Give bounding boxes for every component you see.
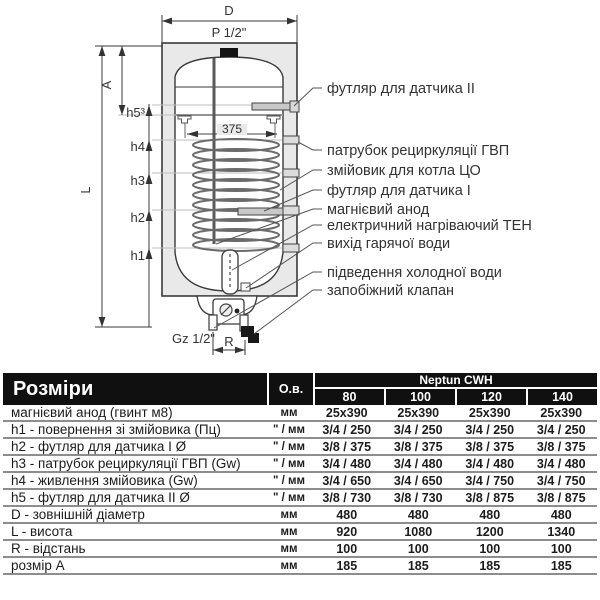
table-row [3, 507, 597, 524]
row-name: D - зовнішній діаметр [11, 507, 145, 522]
callout-anode-label: магнієвий анод [327, 202, 430, 218]
row-value: 100 [479, 541, 501, 556]
row-value: 1340 [547, 524, 576, 539]
row-value: 3/8 / 375 [322, 439, 372, 454]
dim-a-label: A [99, 80, 114, 90]
row-value: 480 [479, 507, 501, 522]
row-name: h4 - живлення змійовика (Gw) [11, 473, 198, 488]
table-row [3, 490, 597, 507]
row-unit: " / мм [272, 474, 306, 487]
table-row [3, 456, 597, 473]
dim-r-label: R [224, 334, 234, 349]
header-size-100: 100 [386, 389, 455, 405]
row-name: h2 - футляр для датчика I Ø [11, 439, 187, 454]
header-dimensions: Розміри [3, 373, 267, 405]
row-name: h1 - повернення зі змійовика (Пц) [11, 422, 221, 437]
row-value: 3/4 / 250 [465, 422, 515, 437]
dim-h3-label: h3 [130, 173, 145, 188]
row-value: 3/4 / 750 [536, 473, 586, 488]
row-value: 3/8 / 730 [322, 490, 372, 505]
row-value: 25x390 [540, 405, 583, 420]
row-value: 3/4 / 650 [393, 473, 443, 488]
callout-hot-water-label: вихід гарячої води [327, 236, 451, 252]
header-series-group [315, 373, 597, 405]
row-unit: мм [280, 508, 298, 521]
row-value: 3/8 / 730 [393, 490, 443, 505]
callout-sensor-sleeve-1-label: футляр для датчика I [327, 183, 471, 199]
header-size-80: 80 [315, 389, 384, 405]
dim-gz-label: Gz 1/2" [172, 331, 215, 346]
row-value: 185 [336, 558, 358, 573]
spec-table-header [3, 373, 597, 405]
callout-coil-label: змійовик для котла ЦО [327, 163, 481, 179]
row-name: магнієвий анод (гвинт м8) [11, 405, 173, 420]
table-row [3, 473, 597, 490]
header-size-120: 120 [457, 389, 526, 405]
row-unit: мм [280, 406, 298, 419]
row-value: 3/8 / 875 [536, 490, 586, 505]
row-unit: " / мм [272, 440, 306, 453]
row-name: h5 - футляр для датчика II Ø [11, 490, 190, 505]
row-value: 480 [407, 507, 429, 522]
callout-heater-label: електричний нагріваючий ТЕН [327, 218, 532, 234]
dim-l-label: L [78, 186, 93, 194]
table-row [3, 541, 597, 558]
header-sizes-row [315, 389, 597, 405]
callout-labels [327, 81, 532, 299]
row-value: 3/8 / 875 [465, 490, 515, 505]
row-value: 1080 [404, 524, 433, 539]
span-dim-label: 375 [221, 122, 243, 136]
row-value: 480 [336, 507, 358, 522]
row-value: 3/4 / 750 [465, 473, 515, 488]
row-value: 3/4 / 480 [322, 456, 372, 471]
header-series-name: Neptun CWH [315, 373, 597, 387]
table-row [3, 558, 597, 575]
cold-water-pipe [209, 315, 217, 330]
table-row [3, 405, 597, 422]
header-unit: О.в. [269, 373, 313, 405]
dim-h1-label: h1 [130, 248, 145, 263]
spec-table [3, 373, 597, 575]
table-row [3, 524, 597, 541]
callout-cold-water-label: підведення холодної води [327, 265, 502, 281]
row-value: 25x390 [397, 405, 440, 420]
row-value: 3/4 / 650 [322, 473, 372, 488]
row-value: 1200 [475, 524, 504, 539]
row-name: h3 - патрубок рециркуляції ГВП (Gw) [11, 456, 241, 471]
row-value: 3/4 / 250 [322, 422, 372, 437]
row-value: 3/4 / 250 [536, 422, 586, 437]
row-value: 3/8 / 375 [393, 439, 443, 454]
row-value: 100 [550, 541, 572, 556]
dim-h2-label: h2 [130, 210, 145, 225]
row-value: 185 [479, 558, 501, 573]
sensor-sleeve-2 [252, 101, 299, 112]
row-value: 3/4 / 480 [465, 456, 515, 471]
row-name: R - відстань [11, 541, 86, 556]
row-value: 100 [336, 541, 358, 556]
row-value: 3/4 / 250 [393, 422, 443, 437]
row-unit: мм [280, 559, 298, 572]
dim-h4-label: h4 [130, 139, 145, 154]
callout-recirculation-label: патрубок рециркуляції ГВП [327, 143, 510, 159]
row-value: 185 [407, 558, 429, 573]
row-name: L - висота [11, 524, 73, 539]
callout-sensor-sleeve-2-label: футляр для датчика II [327, 81, 475, 97]
row-unit: " / мм [272, 423, 306, 436]
row-value: 25x390 [325, 405, 368, 420]
row-value: 920 [336, 524, 358, 539]
row-value: 25x390 [468, 405, 511, 420]
row-value: 3/8 / 375 [536, 439, 586, 454]
row-value: 100 [407, 541, 429, 556]
header-size-140: 140 [528, 389, 597, 405]
row-value: 3/4 / 480 [393, 456, 443, 471]
row-value: 185 [550, 558, 572, 573]
dim-h5-label: h5³ [126, 105, 145, 120]
row-value: 3/8 / 375 [465, 439, 515, 454]
callout-safety-valve-label: запобіжний клапан [327, 283, 455, 299]
row-name: розмір A [11, 558, 65, 573]
row-unit: мм [280, 525, 298, 538]
table-row [3, 422, 597, 439]
row-value: 480 [550, 507, 572, 522]
dim-p-label: P 1/2" [211, 25, 247, 40]
row-unit: " / мм [272, 457, 306, 470]
row-unit: " / мм [272, 491, 306, 504]
row-unit: мм [280, 542, 298, 555]
sensor-sleeve-1 [238, 208, 290, 215]
table-row [3, 439, 597, 456]
row-value: 3/4 / 480 [536, 456, 586, 471]
top-port-cap [220, 48, 238, 57]
dim-d-label: D [224, 3, 234, 18]
